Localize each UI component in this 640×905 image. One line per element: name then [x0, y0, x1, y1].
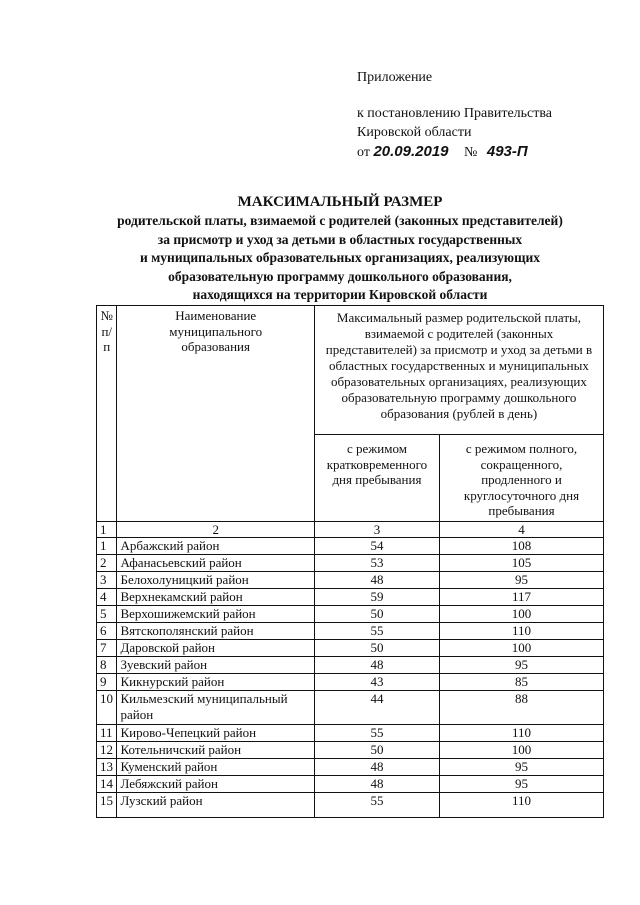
row-short-stay-fee: 48 [314, 572, 439, 589]
row-full-stay-fee: 95 [440, 776, 604, 793]
row-municipality-name: Кильмезский муниципальный район [117, 691, 314, 725]
row-number: 13 [97, 759, 117, 776]
row-short-stay-fee: 55 [314, 793, 439, 818]
row-number: 14 [97, 776, 117, 793]
row-short-stay-fee: 50 [314, 606, 439, 623]
row-municipality-name: Лебяжский район [117, 776, 314, 793]
row-number: 12 [97, 742, 117, 759]
table-row [97, 589, 604, 606]
appendix-date-line [357, 142, 552, 162]
row-short-stay-fee: 55 [314, 725, 439, 742]
row-full-stay-fee: 88 [440, 691, 604, 725]
appendix-block [357, 68, 552, 162]
row-short-stay-fee: 55 [314, 623, 439, 640]
title-line-1: родительской платы, взимаемой с родителей (законных представителей) [117, 213, 563, 228]
row-full-stay-fee: 110 [440, 725, 604, 742]
row-municipality-name: Белохолуницкий район [117, 572, 314, 589]
date-prefix: от [357, 145, 370, 160]
row-number: 15 [97, 793, 117, 818]
row-full-stay-fee: 108 [440, 538, 604, 555]
table-row [97, 691, 604, 725]
table-row [97, 776, 604, 793]
row-municipality-name: Арбажский район [117, 538, 314, 555]
header-number: № п/п [97, 306, 117, 522]
table-row [97, 623, 604, 640]
table-header-row [97, 306, 604, 435]
handwritten-date: 20.09.2019 [373, 143, 449, 160]
row-full-stay-fee: 95 [440, 657, 604, 674]
table-row [97, 606, 604, 623]
table-row [97, 572, 604, 589]
row-municipality-name: Афанасьевский район [117, 555, 314, 572]
row-number: 8 [97, 657, 117, 674]
title-line-5: находящихся на территории Кировской области [192, 287, 488, 302]
row-municipality-name: Верхошижемский район [117, 606, 314, 623]
row-short-stay-fee: 59 [314, 589, 439, 606]
row-municipality-name: Лузский район [117, 793, 314, 818]
row-full-stay-fee: 100 [440, 640, 604, 657]
row-short-stay-fee: 50 [314, 742, 439, 759]
header-short-stay: с режимом кратковременного дня пребывания [314, 435, 439, 522]
row-municipality-name: Даровской район [117, 640, 314, 657]
row-full-stay-fee: 110 [440, 793, 604, 818]
table-row [97, 725, 604, 742]
row-short-stay-fee: 48 [314, 759, 439, 776]
table-row [97, 742, 604, 759]
row-full-stay-fee: 85 [440, 674, 604, 691]
row-full-stay-fee: 100 [440, 742, 604, 759]
document-title [60, 192, 620, 305]
header-municipality: Наименование муниципального образования [117, 306, 314, 522]
row-municipality-name: Зуевский район [117, 657, 314, 674]
row-number: 1 [97, 538, 117, 555]
title-line-4: образовательную программу дошкольного образования, [168, 268, 512, 284]
row-municipality-name: Кирово-Чепецкий район [117, 725, 314, 742]
row-short-stay-fee: 50 [314, 640, 439, 657]
row-full-stay-fee: 110 [440, 623, 604, 640]
row-short-stay-fee: 48 [314, 657, 439, 674]
column-number-4: 4 [440, 521, 604, 538]
row-short-stay-fee: 54 [314, 538, 439, 555]
row-municipality-name: Верхнекамский район [117, 589, 314, 606]
row-number: 2 [97, 555, 117, 572]
row-number: 7 [97, 640, 117, 657]
table-row [97, 538, 604, 555]
row-number: 10 [97, 691, 117, 725]
row-short-stay-fee: 44 [314, 691, 439, 725]
title-main: МАКСИМАЛЬНЫЙ РАЗМЕР [237, 194, 443, 210]
row-municipality-name: Котельничский район [117, 742, 314, 759]
table-row [97, 640, 604, 657]
header-max-fee: Максимальный размер родительской платы, взимаемой с родителей (законных представителей) за присмотр и уход за детьми в областных государственных и муниципальных образовательных организациях, реализующих образовательную программу дошкольного образования (рублей в день) [314, 306, 603, 435]
row-short-stay-fee: 53 [314, 555, 439, 572]
row-municipality-name: Кикнурский район [117, 674, 314, 691]
column-number-1: 1 [97, 521, 117, 538]
handwritten-number: 493-П [486, 143, 528, 160]
table-row [97, 759, 604, 776]
row-number: 6 [97, 623, 117, 640]
appendix-resolution-line: к постановлению Правительства [357, 106, 553, 121]
table-row [97, 555, 604, 572]
title-line-2: за присмотр и уход за детьми в областных государственных [157, 231, 523, 247]
column-number-row [97, 521, 604, 538]
row-short-stay-fee: 43 [314, 674, 439, 691]
table-row [97, 793, 604, 818]
header-full-stay: с режимом полного, сокращенного, продленного и круглосуточного дня пребывания [440, 435, 604, 522]
fee-table [96, 305, 604, 818]
row-full-stay-fee: 117 [440, 589, 604, 606]
column-number-2: 2 [117, 521, 314, 538]
table-row [97, 674, 604, 691]
number-prefix: № [464, 145, 478, 160]
row-number: 3 [97, 572, 117, 589]
row-full-stay-fee: 105 [440, 555, 604, 572]
row-number: 9 [97, 674, 117, 691]
appendix-region-line: Кировской области [357, 125, 472, 140]
row-full-stay-fee: 100 [440, 606, 604, 623]
row-short-stay-fee: 48 [314, 776, 439, 793]
row-municipality-name: Куменский район [117, 759, 314, 776]
row-number: 4 [97, 589, 117, 606]
table-row [97, 657, 604, 674]
column-number-3: 3 [314, 521, 439, 538]
row-full-stay-fee: 95 [440, 759, 604, 776]
row-municipality-name: Вятскополянский район [117, 623, 314, 640]
row-full-stay-fee: 95 [440, 572, 604, 589]
title-line-3: и муниципальных образовательных организациях, реализующих [139, 250, 541, 265]
row-number: 11 [97, 725, 117, 742]
row-number: 5 [97, 606, 117, 623]
appendix-label: Приложение [357, 70, 433, 85]
